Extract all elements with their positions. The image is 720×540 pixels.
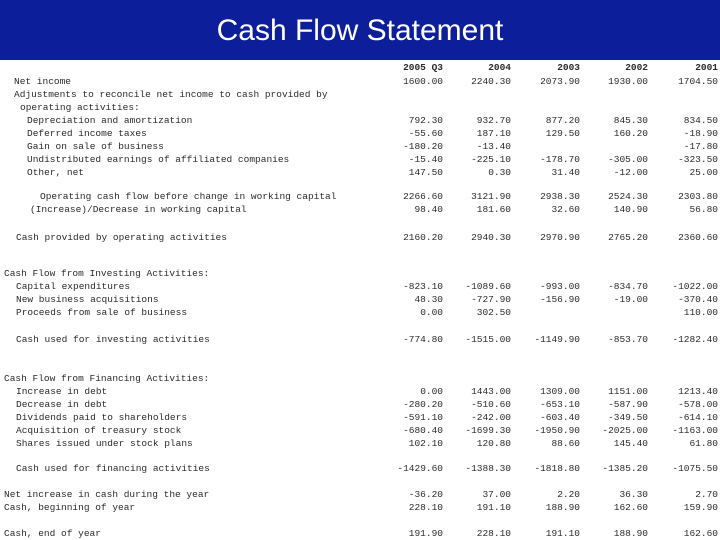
row-value: -225.10 [471,154,511,165]
row-value: -17.80 [683,141,718,152]
row-value: -727.90 [471,294,511,305]
row-label: Cash, end of year [4,528,101,539]
row-value: 140.90 [613,204,648,215]
row-value: -1075.50 [672,463,718,474]
row-value: -36.20 [408,489,443,500]
row-value: 48.30 [414,294,443,305]
row-label: Cash, beginning of year [4,502,136,513]
row-value: -614.10 [678,412,718,423]
row-value: -591.10 [403,412,443,423]
row-label: Proceeds from sale of business [16,307,188,318]
row-label: Deferred income taxes [27,128,147,139]
row-value: 187.10 [476,128,511,139]
row-value: 2.20 [557,489,580,500]
row-label: Gain on sale of business [27,141,164,152]
row-value: 1443.00 [471,386,511,397]
column-header-2003: 2003 [557,62,580,73]
row-value: -1429.60 [397,463,443,474]
row-value: 2.70 [695,489,718,500]
table-row [0,333,720,346]
column-header-row [0,61,720,74]
row-value: -1699.30 [465,425,511,436]
row-value: -323.50 [678,154,718,165]
row-value: -1282.40 [672,334,718,345]
row-label: Adjustments to reconcile net income to cash provided by [14,89,328,100]
row-value: 1213.40 [678,386,718,397]
column-header-2004: 2004 [488,62,511,73]
row-value: 31.40 [551,167,580,178]
row-value: 2266.60 [403,191,443,202]
row-value: -1818.80 [534,463,580,474]
table-row [0,462,720,475]
row-label: Dividends paid to shareholders [16,412,188,423]
table-row [0,488,720,501]
row-value: -12.00 [613,167,648,178]
row-label: Increase in debt [16,386,108,397]
row-label: operating activities: [20,102,140,113]
row-value: 228.10 [408,502,443,513]
row-value: -1149.90 [534,334,580,345]
row-label: Net income [14,76,72,87]
row-value: 2940.30 [471,232,511,243]
table-row [0,411,720,424]
row-value: -242.00 [471,412,511,423]
row-value: 1151.00 [608,386,648,397]
row-value: 0.30 [488,167,511,178]
table-row [0,114,720,127]
row-value: 932.70 [476,115,511,126]
row-value: -587.90 [608,399,648,410]
row-label: Operating cash flow before change in working capital [40,191,337,202]
row-label: Cash Flow from Financing Activities: [4,373,210,384]
row-value: -305.00 [608,154,648,165]
row-value: -1950.90 [534,425,580,436]
row-value: -1388.30 [465,463,511,474]
row-label: Cash provided by operating activities [16,232,227,243]
row-value: -823.10 [403,281,443,292]
table-row [0,280,720,293]
row-value: 120.80 [476,438,511,449]
row-value: -19.00 [613,294,648,305]
row-value: 845.30 [613,115,648,126]
row-value: -55.60 [408,128,443,139]
column-header-2005-q3: 2005 Q3 [403,62,443,73]
row-value: 61.80 [689,438,718,449]
table-row [0,267,720,280]
row-value: -774.80 [403,334,443,345]
row-value: 2073.90 [540,76,580,87]
row-value: -603.40 [540,412,580,423]
table-row [0,306,720,319]
row-value: 160.20 [613,128,648,139]
table-row [0,385,720,398]
row-value: -680.40 [403,425,443,436]
row-value: 2765.20 [608,232,648,243]
table-row [0,166,720,179]
row-value: -15.40 [408,154,443,165]
row-value: 162.60 [683,528,718,539]
row-value: 1930.00 [608,76,648,87]
row-value: -853.70 [608,334,648,345]
row-value: 0.00 [420,307,443,318]
row-value: 37.00 [482,489,511,500]
row-value: -1385.20 [602,463,648,474]
column-header-2002: 2002 [625,62,648,73]
row-label: Cash Flow from Investing Activities: [4,268,210,279]
row-value: -180.20 [403,141,443,152]
row-value: 792.30 [408,115,443,126]
table-row [0,140,720,153]
row-label: Other, net [27,167,85,178]
row-label: (Increase)/Decrease in working capital [30,204,247,215]
row-value: -578.00 [678,399,718,410]
table-row [0,88,720,101]
table-row [0,203,720,216]
row-value: 302.50 [476,307,511,318]
table-row [0,293,720,306]
row-value: 0.00 [420,386,443,397]
row-value: 88.60 [551,438,580,449]
row-label: Net increase in cash during the year [4,489,210,500]
row-value: 191.90 [408,528,443,539]
table-row [0,190,720,203]
row-value: 1704.50 [678,76,718,87]
row-label: Cash used for investing activities [16,334,210,345]
table-row [0,101,720,114]
row-value: -2025.00 [602,425,648,436]
row-value: -1515.00 [465,334,511,345]
table-row [0,372,720,385]
row-value: 129.50 [545,128,580,139]
row-value: 228.10 [476,528,511,539]
column-header-2001: 2001 [695,62,718,73]
row-value: 145.40 [613,438,648,449]
row-value: -1022.00 [672,281,718,292]
row-value: -18.90 [683,128,718,139]
table-row [0,437,720,450]
row-value: 25.00 [689,167,718,178]
row-label: Cash used for financing activities [16,463,210,474]
row-value: -834.70 [608,281,648,292]
row-value: -280.20 [403,399,443,410]
row-value: 110.00 [683,307,718,318]
row-label: Capital expenditures [16,281,131,292]
row-value: 2240.30 [471,76,511,87]
row-value: 2938.30 [540,191,580,202]
row-value: 188.90 [545,502,580,513]
table-row [0,231,720,244]
row-value: 2524.30 [608,191,648,202]
row-value: -349.50 [608,412,648,423]
row-value: 32.60 [551,204,580,215]
row-value: 181.60 [476,204,511,215]
row-value: -1163.00 [672,425,718,436]
table-row [0,527,720,540]
row-value: 147.50 [408,167,443,178]
row-value: 2360.60 [678,232,718,243]
table-row [0,424,720,437]
row-label: Undistributed earnings of affiliated companies [27,154,290,165]
row-label: New business acquisitions [16,294,159,305]
row-value: -510.60 [471,399,511,410]
table-row [0,501,720,514]
row-value: 1309.00 [540,386,580,397]
row-value: 98.40 [414,204,443,215]
row-value: 3121.90 [471,191,511,202]
row-value: 2970.90 [540,232,580,243]
row-value: -993.00 [540,281,580,292]
table-row [0,153,720,166]
row-value: -156.90 [540,294,580,305]
row-value: 36.30 [619,489,648,500]
row-value: 1600.00 [403,76,443,87]
row-value: 159.90 [683,502,718,513]
row-label: Decrease in debt [16,399,108,410]
row-value: -13.40 [476,141,511,152]
table-row [0,127,720,140]
row-value: -370.40 [678,294,718,305]
row-label: Shares issued under stock plans [16,438,193,449]
row-value: 56.80 [689,204,718,215]
row-value: 191.10 [476,502,511,513]
title-bar [0,0,720,60]
row-value: -653.10 [540,399,580,410]
row-value: 2303.80 [678,191,718,202]
row-label: Depreciation and amortization [27,115,193,126]
row-value: 102.10 [408,438,443,449]
row-label: Acquisition of treasury stock [16,425,182,436]
page-title: Cash Flow Statement [216,14,504,47]
row-value: -178.70 [540,154,580,165]
row-value: 162.60 [613,502,648,513]
row-value: 2160.20 [403,232,443,243]
row-value: -1089.60 [465,281,511,292]
table-row [0,75,720,88]
table-row [0,398,720,411]
row-value: 834.50 [683,115,718,126]
row-value: 188.90 [613,528,648,539]
row-value: 877.20 [545,115,580,126]
row-value: 191.10 [545,528,580,539]
